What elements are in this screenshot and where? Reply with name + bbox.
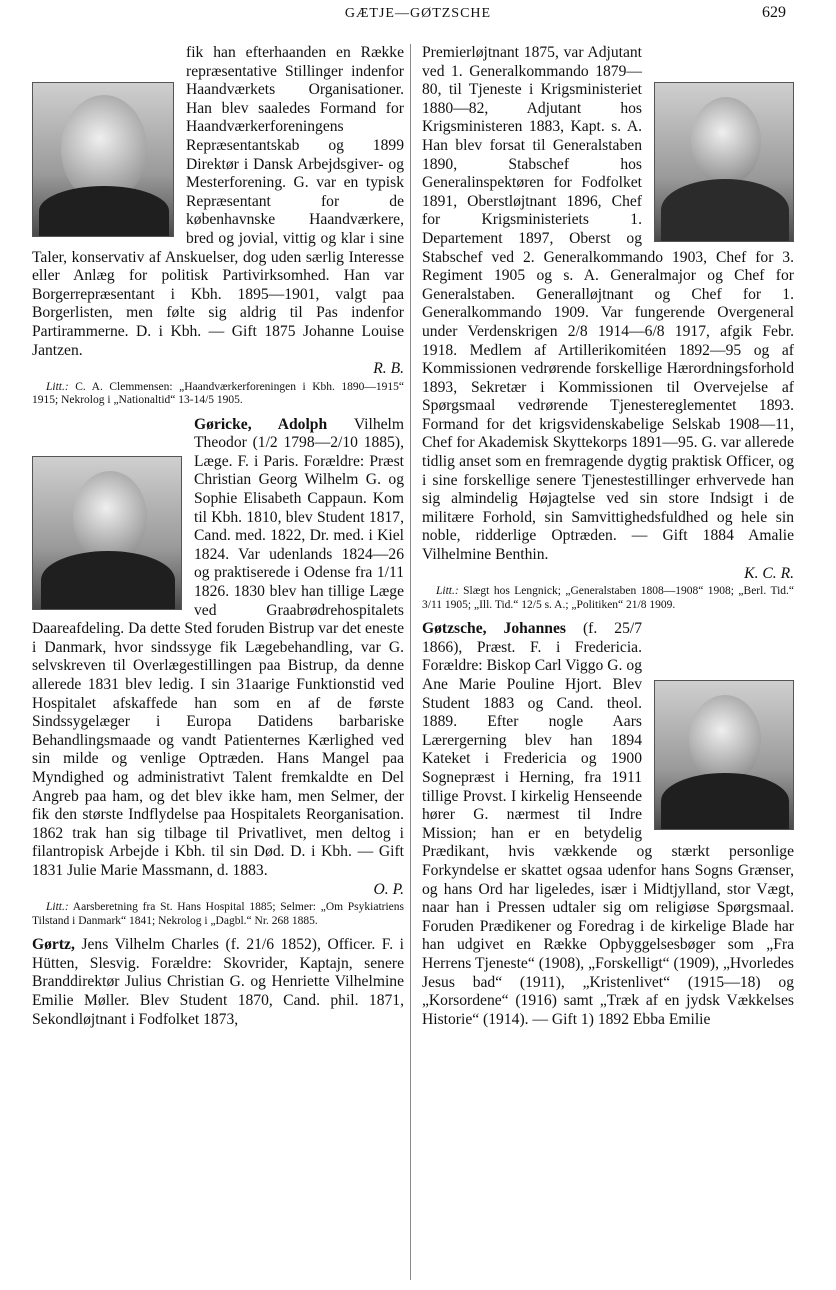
literature-note [32,381,404,408]
literature-text: Aarsberetning fra St. Hans Hospital 1885; Selmer: „Om Psykiatriens Tilstand i Danmark“ 1841; Nekrolog i „Dagbl.“ Nr. 268 1885. [32,901,405,927]
entry-gortz-continued [422,44,794,565]
entry-text: fik han efterhaanden en Række repræsentative Stillinger indenfor Haandværkets Organisationer. Han blev saaledes Formand for Haandværkerforeningens Repræsentantskab og 1899 Direktør i Dansk Arbejdsgiver- og Mesterforening. G. var en typisk Repræsentant for de københavnske Haandværkere, bred og jovial, vittig og klar i sine Taler, konservativ af Anskuelser, dog uden særlig Interesse eller Anlæg for politisk Partivirksomhed. Han var Borgerrepræsentant i Kbh. 1895—1901, valgt paa Borgerlisten, men følte sig aldrig til Pas indenfor Partirammerne. D. i Kbh. — Gift 1875 Johanne Louise Jantzen. [32,44,404,359]
entry-text: Premierløjtnant 1875, var Adjutant ved 1. Generalkommando 1879—80, til Tjeneste i Krigsministeriet 1880—82, Adjutant hos Krigsministeren 1883, Kapt. s. A. Han blev forsat til Generalstaben 1890, Stabschef hos Generalinspektøren for Fodfolket 1891, Oberstløjtnant 1896, Chef for Krigsministeriets 1. Departement 1897, Oberst og Stabschef ved 2. Generalkommando 1903, Chef for 3. Regiment 1905 og s. A. Generalmajor og Chef for Generalstaben. Generalløjtnant og Chef for 1. Generalkommando 1909. Var fungerende Overgeneral under Verdenskrigen 2/8 1914—6/8 1917, afgik Febr. 1918. Medlem af Artillerikomitéen 1892—95 og af Kommissionen vedrørende forskellige Hærordningsforhold 1893, Sekretær i Kommissionen til Overvejelse af Spørgsmaal vedrørende Tjenestereglementet 1893. Formand for det krigsvidenskabelige Selskab 1908—11, Chef for Akademisk Skyttekorps 1891—95. G. var allerede tidlig anset som en fremragende dygtig praktisk Officer, og i sine forskellige senere Tjenestestillinger erhvervede han sig almindelig Højagtelse ved sin store Indsigt i de militære Forhold, sin Samvittighedsfuldhed og hele sin noble, ridderlige Optræden. — Gift 1884 Amalie Vilhelmine Benthin. [422,44,794,564]
entry-text: (f. 25/7 1866), Præst. F. i Fredericia. Forældre: Biskop Carl Viggo G. og Ane Marie Pouline Hjort. Blev Student 1883 og Cand. theol. 1889. Efter nogle Aars Lærergerning blev han 1894 Kateket i Fredericia og 1900 Sognepræst i Herning, fra 1911 tillige Provst. I kirkelig Henseende hører G. nærmest til Indre Mission; han er en betydelig Prædikant, hvis vækkende og stærkt personlige Forkyndelse er skattet ogsaa udenfor hans Sogns Grænser, og hans Ord har ligeledes, især i Midtjylland, stor Vægt, naar han i Pressen udtaler sig om religiøse Spørgsmaal. Foruden Prædikener og Foredrag i de kirkelige Blade har han udgivet en Række Opbyggelsesbøger som „Fra Herrens Tjeneste“ (1908), „Forskelligt“ (1909), „Hvorledes Jesus bad“ (1911), „Kristenlivet“ (1915—18) og „Korsordene“ (1916) samt „Træk af en jydsk Vækkelses Historie“ (1914). — Gift 1) 1892 Ebba Emilie [422,620,794,1028]
literature-note [32,901,404,928]
entry-name: Gørtz, [32,936,75,954]
entry-goricke [32,416,404,881]
literature-note [422,585,794,612]
portrait-photo-goricke [32,456,182,610]
entry-gortz [32,936,404,1029]
running-header [0,4,836,30]
left-column [32,44,404,1029]
literature-label: Litt.: [46,901,69,914]
literature-label: Litt.: [46,380,69,393]
portrait-photo-gortz [654,82,794,242]
author-signature: O. P. [373,880,404,898]
literature-text: Slægt hos Lengnick; „Generalstaben 1808—1908“ 1908; „Berl. Tid.“ 3/11 1905; „Ill. Tid.“ 12/5 s. A.; „Politiken“ 21/8 1909. [422,585,794,611]
entry-given-names: Jens Vilhelm Charles [81,936,219,954]
header-title: GÆTJE—GØTZSCHE [344,6,492,21]
literature-text: C. A. Clemmensen: „Haandværkerforeningen i Kbh. 1890—1915“ 1915; Nekrolog i „Nationaltid“ 13-14/5 1905. [32,380,404,407]
literature-label: Litt.: [436,585,459,598]
portrait-photo-gaetje [32,82,174,237]
column-divider [410,44,411,1280]
portrait-photo-gotzsche [654,680,794,830]
page-number: 629 [762,4,786,21]
author-signature: R. B. [373,360,404,378]
entry-text: Vilhelm Theodor (1/2 1798—2/10 1885), Læge. F. i Paris. Forældre: Præst Christian Georg Wilhelm G. og Sophie Elisabeth Cappaun. Kom til Kbh. 1810, blev Student 1817, Cand. med. 1822, Dr. med. i Kiel 1824. Var udenlands 1824—26 og praktiserede i Odense fra 1/11 1826. 1830 blev han tillige Læge ved Graabrødrehospitalets Daareafdeling. Da dette Sted foruden Bistrup var det eneste i Danmark, hvor sindssyge fik Lægebehandling, var G. selvskreven til Overlægestillingen paa Bistrup, da denne allerede 1831 blev ledig. I sin 31aarige Funktionstid ved Hospitalet afskaffede han som en af de første Sindssygelæger i Europa Datidens barbariske Behandlingsmaade og vandt Patienternes Kærlighed ved sin milde og venlige Optræden. Hans Mangel paa Myndighed og administrativt Talent fremkaldte en Del Angreb paa ham, og det blev ikke ham, men Selmer, der fik den største Indflydelse paa Hospitalets Reorganisation. 1862 trak han sig tilbage til Privatlivet, men deltog i filantropisk Arbejde i Kbh. til sin Død. D. i Kbh. — Gift 1831 Julie Marie Massmann, d. 1883. [32,415,404,879]
entry-text: (f. 21/6 1852), Officer. F. i Hütten, Slesvig. Forældre: Skovrider, Kaptajn, senere Branddirektør Julius Christian G. og Henriette Vilhelmine Emilie Møller. Blev Student 1870, Cand. phil. 1871, Sekondløjtnant i Fodfolket 1873, [32,936,404,1028]
entry-name: Gøricke, Adolph [194,415,328,433]
author-signature: K. C. R. [744,564,794,582]
entry-gotzsche [422,620,794,1029]
right-column [422,44,794,1029]
entry-continuation [32,44,404,360]
entry-name: Gøtzsche, Johannes [422,620,566,638]
